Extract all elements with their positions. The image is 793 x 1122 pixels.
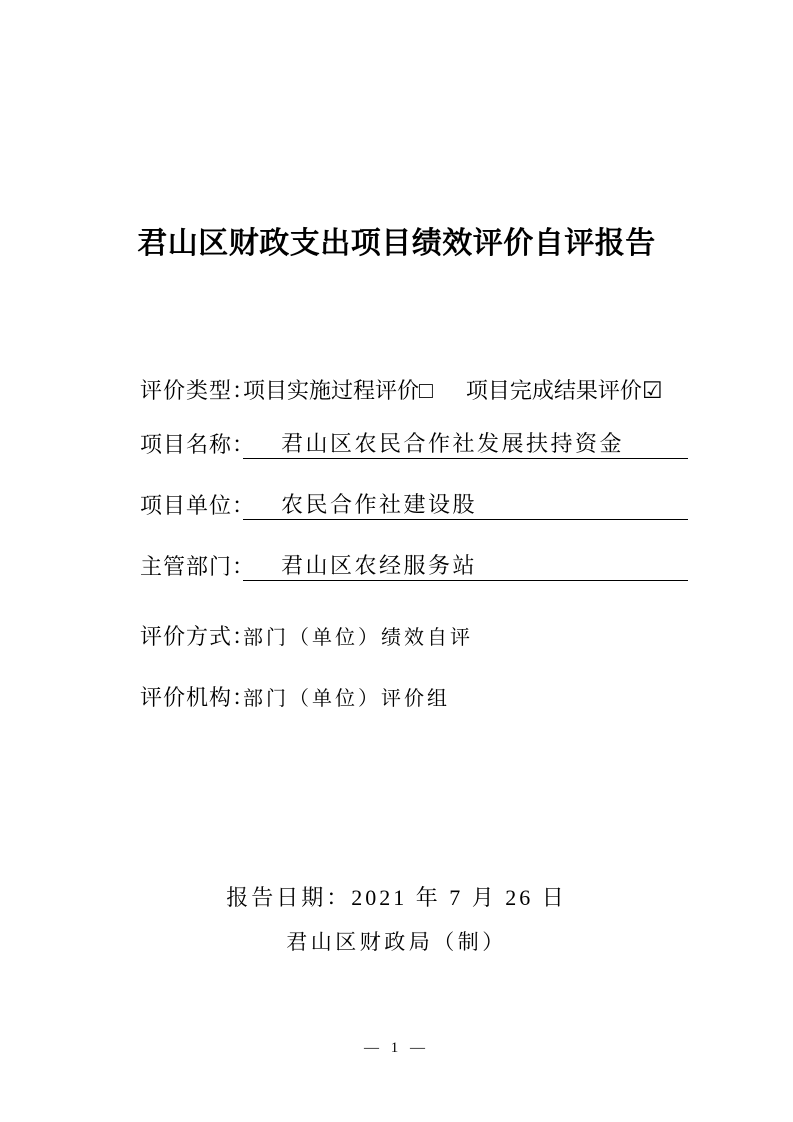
- page-title: 君山区财政支出项目绩效评价自评报告: [137, 227, 656, 260]
- supervising-dept-row: [140, 552, 688, 581]
- project-name-row: [140, 430, 688, 459]
- issuing-authority: 君山区财政局（制）: [286, 930, 507, 954]
- project-unit-value: 农民合作社建设股: [243, 491, 688, 520]
- project-name-value: 君山区农民合作社发展扶持资金: [243, 430, 688, 459]
- eval-type-label: 评价类型：: [140, 378, 256, 403]
- checkbox-unchecked-icon: □: [419, 378, 433, 403]
- page-number: — 1 —: [364, 1040, 429, 1056]
- eval-org-value: 部门（单位）评价组: [243, 688, 450, 710]
- eval-type-row: [140, 374, 663, 405]
- report-date: 报告日期：2021 年 7 月 26 日: [226, 885, 567, 910]
- project-unit-row: [140, 491, 688, 520]
- eval-method-value: 部门（单位）绩效自评: [243, 627, 473, 649]
- eval-method-row: [140, 620, 473, 651]
- project-name-label: 项目名称：: [140, 432, 256, 457]
- eval-org-row: [140, 681, 450, 712]
- option-process-eval-label: 项目实施过程评价: [243, 378, 420, 403]
- checkbox-checked-icon: ☑: [641, 378, 663, 403]
- eval-org-label: 评价机构：: [140, 685, 256, 710]
- eval-type-options: [243, 374, 663, 405]
- supervising-dept-value: 君山区农经服务站: [243, 552, 688, 581]
- project-unit-label: 项目单位：: [140, 493, 256, 518]
- eval-method-label: 评价方式：: [140, 624, 256, 649]
- option-result-eval-label: 项目完成结果评价: [465, 378, 642, 403]
- supervising-dept-label: 主管部门：: [140, 554, 256, 579]
